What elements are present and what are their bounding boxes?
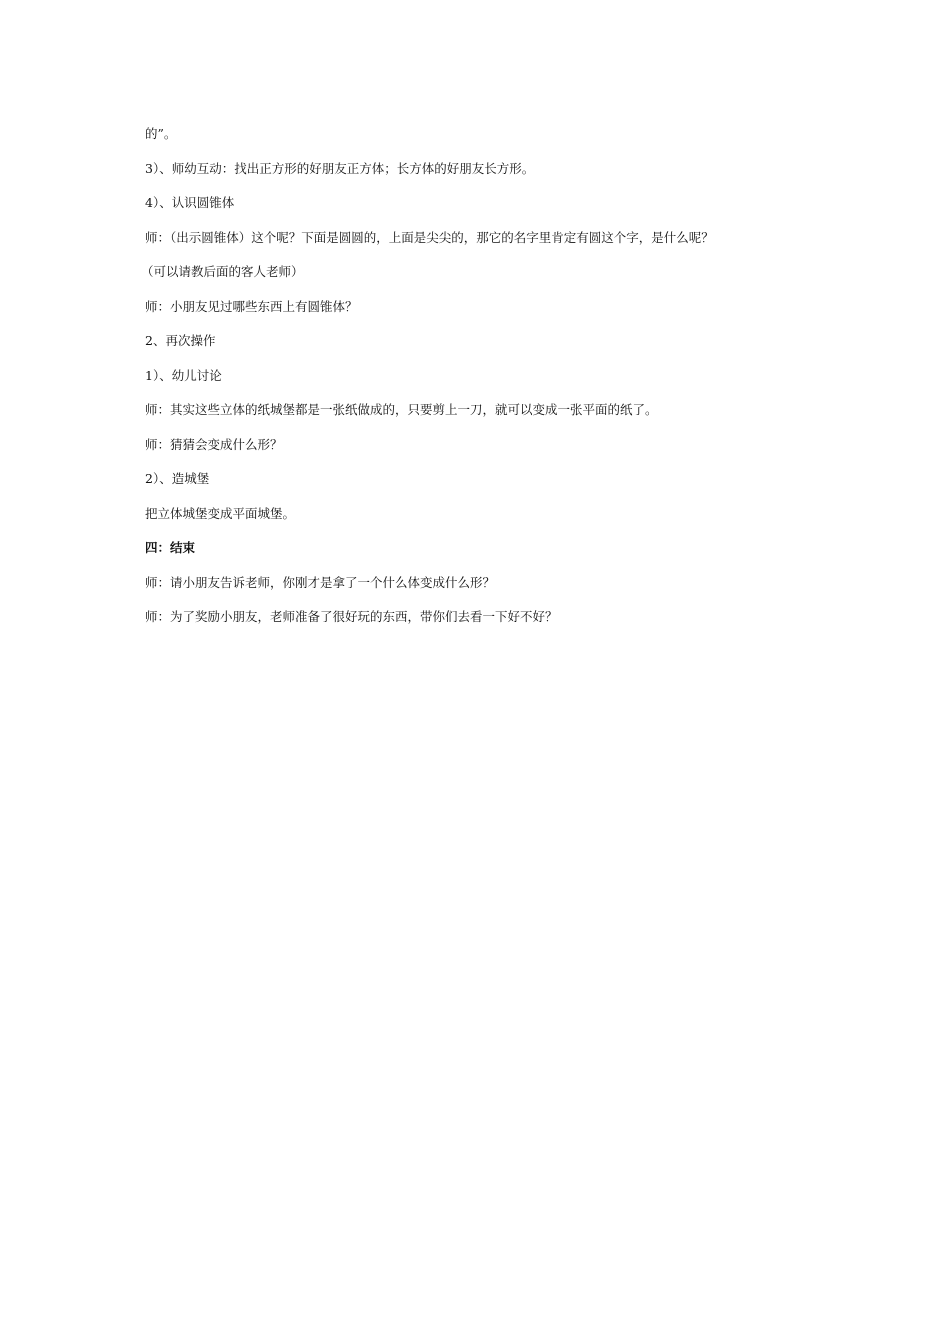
paragraph-step-2-build-castle: 2）、造城堡 [145, 471, 210, 486]
paragraph-ask-guest-teacher: （可以请教后面的客人老师） [141, 264, 304, 279]
paragraph-teacher-reward: 师：为了奖励小朋友，老师准备了很好玩的东西，带你们去看一下好不好？ [145, 609, 558, 624]
paragraph-step-4-cone: 4）、认识圆锥体 [145, 195, 235, 210]
document-body [141, 124, 825, 642]
section-heading-conclusion: 四：结束 [145, 540, 196, 555]
paragraph-teacher-ask-children: 师：请小朋友告诉老师，你刚才是拿了一个什么体变成什么形？ [145, 574, 496, 590]
paragraph-teacher-guess-shape: 师：猜猜会变成什么形？ [145, 436, 283, 452]
paragraph-flat-castle: 把立体城堡变成平面城堡。 [145, 505, 296, 521]
paragraph-section-2-operation: 2、再次操作 [145, 333, 216, 348]
paragraph-step-3-interaction: 3）、师幼互动：找出正方形的好朋友正方体；长方体的好朋友长方形。 [145, 160, 535, 176]
paragraph-teacher-show-cone: 师：（出示圆锥体）这个呢？下面是圆圆的，上面是尖尖的，那它的名字里肯定有圆这个字，是什么呢？ [145, 229, 714, 245]
paragraph-teacher-paper-castle: 师：其实这些立体的纸城堡都是一张纸做成的，只要剪上一刀，就可以变成一张平面的纸了。 [145, 402, 658, 417]
paragraph-teacher-question-cone: 师：小朋友见过哪些东西上有圆锥体？ [145, 298, 358, 314]
paragraph-step-1-discussion: 1）、幼儿讨论 [145, 367, 222, 383]
paragraph-continuation: 的”。 [145, 126, 177, 141]
